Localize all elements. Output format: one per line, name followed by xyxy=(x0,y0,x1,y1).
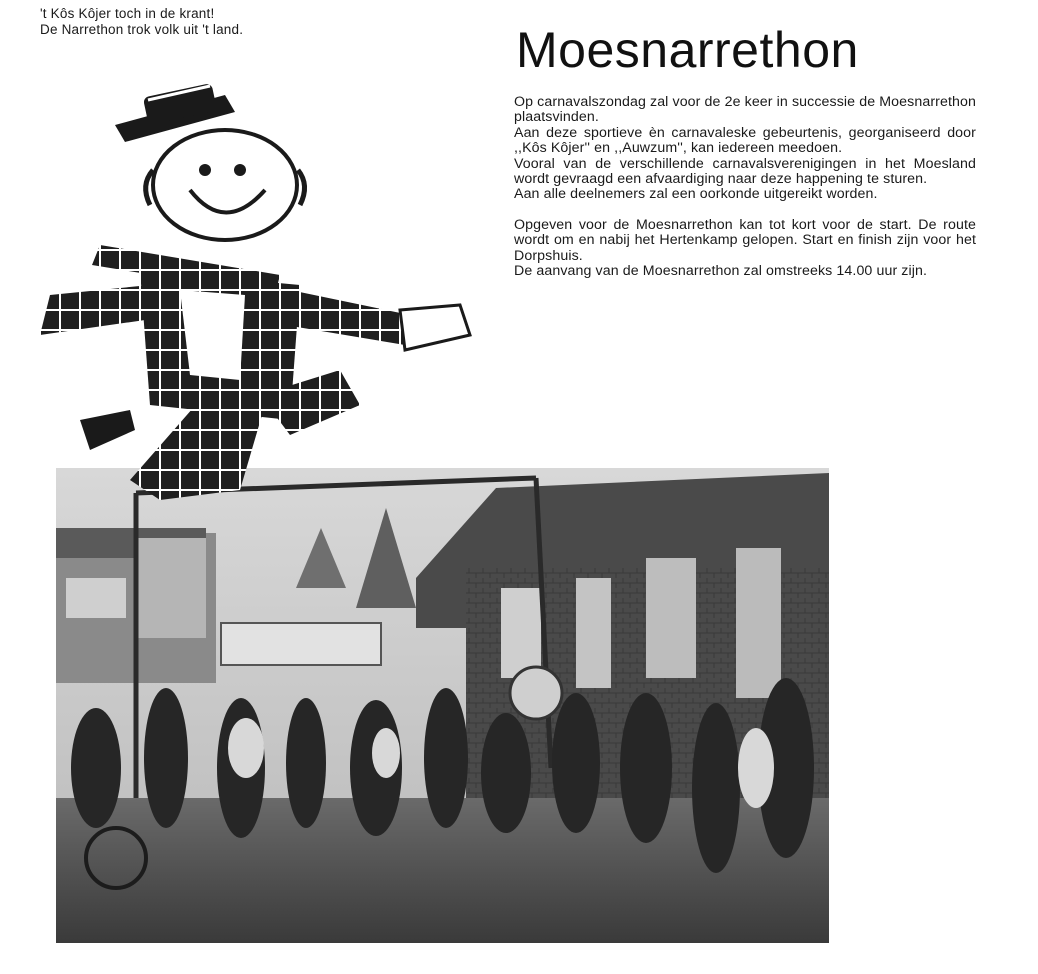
article-paragraph-3: Vooral van de verschillende carnavalsverenigingen in het Moesland wordt gevraagd een afvaardiging naar deze happening te sturen. xyxy=(514,155,976,188)
article-body xyxy=(514,95,976,279)
caption-line-2: De Narrethon trok volk uit 't land. xyxy=(40,22,244,37)
article-title: Moesnarrethon xyxy=(516,22,859,78)
race-photo xyxy=(56,468,829,943)
mascot-caption xyxy=(40,6,440,38)
mascot-illustration xyxy=(30,60,480,510)
article-paragraph-2: Aan deze sportieve èn carnavaleske gebeurtenis, georganiseerd door ,,Kôs Kôjer'' en ,,Auwzum'', kan iedereen meedoen. xyxy=(514,124,976,157)
article-paragraph-5: Opgeven voor de Moesnarrethon kan tot kort voor de start. De route wordt om en nabij het Hertenkamp gelopen. Start en finish zijn voor het Dorpshuis. xyxy=(514,216,976,264)
article-paragraph-6: De aanvang van de Moesnarrethon zal omstreeks 14.00 uur zijn. xyxy=(514,263,928,280)
article-paragraph-4: Aan alle deelnemers zal een oorkonde uitgereikt worden. xyxy=(514,186,878,203)
article-paragraph-1: Op carnavalszondag zal voor de 2e keer in successie de Moesnarrethon plaatsvinden. xyxy=(514,94,976,126)
caption-line-1: 't Kôs Kôjer toch in de krant! xyxy=(40,6,215,21)
